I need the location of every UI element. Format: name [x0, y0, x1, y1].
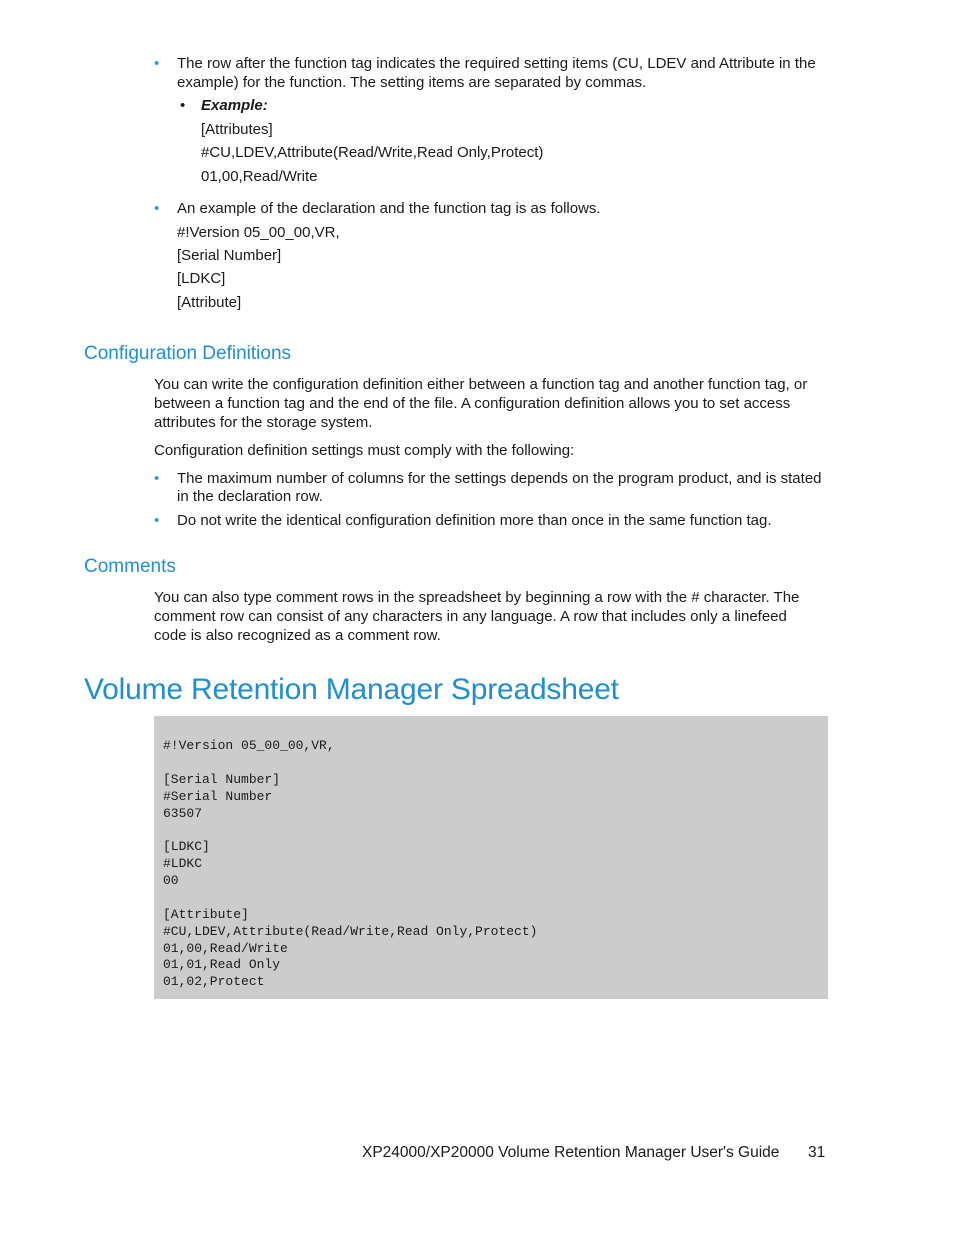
- bullet-text: An example of the declaration and the function tag is as follows.: [177, 200, 601, 217]
- paragraph-line: You can also type comment rows in the spreadsheet by beginning a row with the # character. The: [154, 589, 800, 606]
- paragraph-line: code is also recognized as a comment row.: [154, 627, 441, 644]
- page-number: 31: [808, 1144, 826, 1161]
- code-line: #Serial Number: [163, 789, 273, 804]
- declaration-line: [LDKC]: [177, 270, 226, 287]
- code-line: 63507: [163, 806, 203, 821]
- code-line: [Attribute]: [163, 907, 249, 922]
- paragraph-line: You can write the configuration definition either between a function tag and another function tag, or: [154, 376, 808, 393]
- sub-bullet-marker: •: [180, 97, 186, 114]
- section-heading-comments: Comments: [84, 556, 176, 577]
- declaration-line: [Attribute]: [177, 294, 242, 311]
- example-line: 01,00,Read/Write: [201, 168, 318, 185]
- bullet-marker: •: [154, 512, 160, 529]
- declaration-line: #!Version 05_00_00,VR,: [177, 224, 340, 241]
- code-line: 00: [163, 873, 179, 888]
- bullet-text-line: The maximum number of columns for the settings depends on the program product, and is stated: [177, 470, 822, 487]
- code-line: [Serial Number]: [163, 772, 281, 787]
- section-heading-configuration-definitions: Configuration Definitions: [84, 343, 292, 364]
- bullet-text-line: Do not write the identical configuration definition more than once in the same function tag.: [177, 512, 772, 529]
- code-line: #CU,LDEV,Attribute(Read/Write,Read Only,Protect): [163, 924, 538, 939]
- code-line: #!Version 05_00_00,VR,: [163, 738, 335, 753]
- example-line: [Attributes]: [201, 121, 273, 138]
- example-label: Example:: [201, 97, 268, 114]
- bullet-marker: •: [154, 200, 160, 217]
- bullet-marker: •: [154, 470, 160, 487]
- code-line: [LDKC]: [163, 839, 210, 854]
- code-line: 01,00,Read/Write: [163, 941, 288, 956]
- code-line: 01,01,Read Only: [163, 957, 281, 972]
- bullet-marker: •: [154, 55, 160, 72]
- footer-title: XP24000/XP20000 Volume Retention Manager User's Guide: [362, 1144, 780, 1161]
- paragraph: Configuration definition settings must comply with the following:: [154, 442, 575, 459]
- code-block: [154, 716, 828, 999]
- page-title: Volume Retention Manager Spreadsheet: [84, 673, 619, 706]
- declaration-line: [Serial Number]: [177, 247, 282, 264]
- bullet-text-line: example) for the function. The setting items are separated by commas.: [177, 74, 647, 91]
- bullet-text-line: in the declaration row.: [177, 488, 323, 505]
- paragraph-line: between a function tag and the end of the file. A configuration definition allows you to set access: [154, 395, 791, 412]
- code-line: #LDKC: [163, 856, 203, 871]
- code-line: 01,02,Protect: [163, 974, 265, 989]
- example-line: #CU,LDEV,Attribute(Read/Write,Read Only,Protect): [201, 144, 544, 161]
- paragraph-line: comment row can consist of any characters in any language. A row that includes only a linefeed: [154, 608, 787, 625]
- bullet-text-line: The row after the function tag indicates the required setting items (CU, LDEV and Attribute in the: [177, 55, 816, 72]
- paragraph-line: attributes for the storage system.: [154, 414, 373, 431]
